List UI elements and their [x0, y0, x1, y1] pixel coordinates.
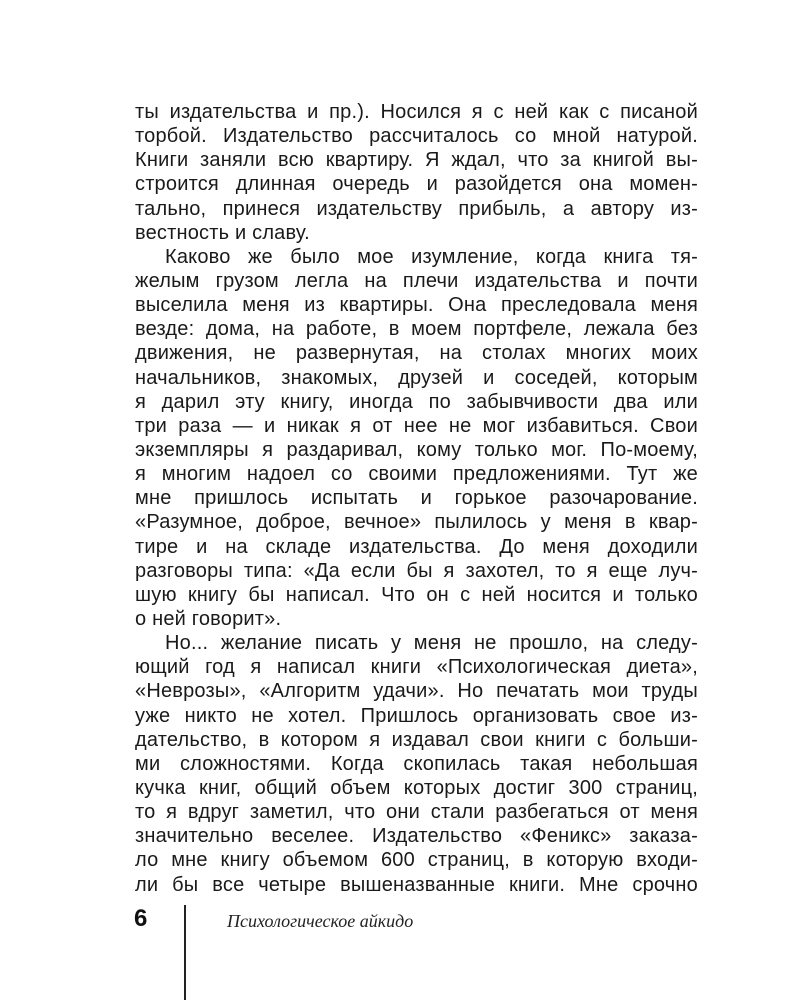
text-line: я многим надоел со своими предложениями. Тут же [135, 463, 698, 486]
text-line: мне пришлось испытать и горькое разочарование. [135, 487, 698, 510]
text-line: тире и на складе издательства. До меня доходили [135, 535, 698, 558]
text-line: движения, не развернутая, на столах многих моих [135, 342, 698, 365]
body-text [135, 100, 698, 897]
text-line: дательство, в котором я издавал свои книги с больши- [135, 728, 698, 751]
text-line: ми сложностями. Когда скопилась такая небольшая [135, 752, 698, 775]
text-line: «Неврозы», «Алгоритм удачи». Но печатать мои труды [135, 680, 698, 703]
text-line: желым грузом легла на плечи издательства и почти [135, 269, 698, 292]
text-line: ли бы все четыре вышеназванные книги. Мне срочно [135, 873, 698, 896]
text-line: разговоры типа: «Да если бы я захотел, то я еще луч- [135, 559, 698, 582]
text-line: начальников, знакомых, друзей и соседей, которым [135, 366, 698, 389]
running-title: Психологическое айкидо [227, 911, 414, 931]
text-line: кучка книг, общий объем которых достиг 300 страниц, [135, 776, 698, 799]
text-line: шую книгу бы написал. Что он с ней носится и только [135, 583, 698, 606]
text-line: уже никто не хотел. Пришлось организовать свое из- [135, 704, 698, 727]
text-line: ло мне книгу объемом 600 страниц, в которую входи- [135, 849, 698, 872]
text-line: Каково же было мое изумление, когда книга тя- [165, 245, 698, 268]
text-line: значительно веселее. Издательство «Феникс» заказа- [135, 825, 698, 848]
text-line: то я вдруг заметил, что они стали разбегаться от меня [135, 801, 698, 824]
footer-divider [184, 905, 186, 1000]
text-line: торбой. Издательство рассчиталось со мной натурой. [135, 125, 698, 148]
text-line: вестность и славу. [135, 221, 310, 244]
text-line: ющий год я написал книги «Психологическая диета», [135, 656, 698, 679]
text-line: «Разумное, доброе, вечное» пылилось у меня в квар- [135, 511, 698, 534]
text-line: Книги заняли всю квартиру. Я ждал, что за книгой вы- [135, 149, 698, 172]
text-line: о ней говорит». [135, 607, 282, 630]
text-line: везде: дома, на работе, в моем портфеле, лежала без [135, 318, 698, 341]
text-line: тально, принеся издательству прибыль, а автору из- [135, 197, 698, 220]
text-line: выселила меня из квартиры. Она преследовала меня [135, 294, 698, 317]
text-line: ты издательства и пр.). Носился я с ней как с писаной [135, 101, 698, 123]
text-line: экземпляры я раздаривал, кому только мог. По-моему, [135, 438, 698, 461]
text-line: я дарил эту книгу, иногда по забывчивости два или [135, 390, 698, 413]
text-line: три раза — и никак я от нее не мог избавиться. Свои [135, 414, 698, 437]
text-line: строится длинная очередь и разойдется она момен- [135, 173, 698, 196]
text-line: Но... желание писать у меня не прошло, на следу- [165, 632, 698, 655]
page-number: 6 [134, 905, 148, 932]
